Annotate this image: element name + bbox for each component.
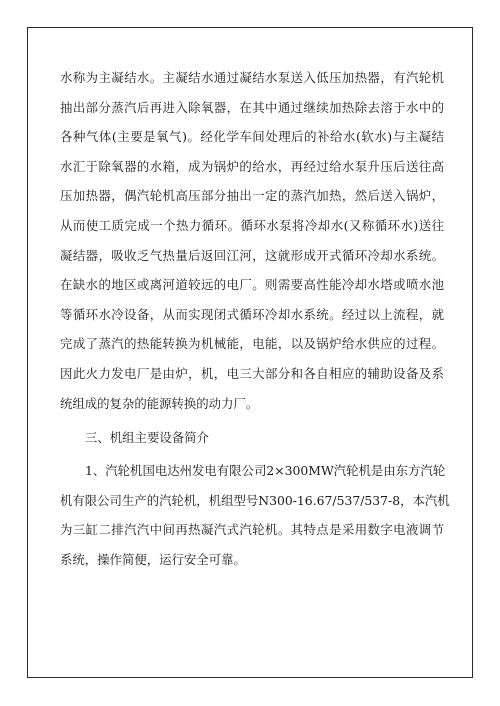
paragraph-line: 水称为主凝结水。主凝结水通过凝结水泵送入低压加热器，有汽轮机	[60, 70, 444, 85]
paragraph-1	[60, 63, 444, 418]
document-body	[60, 63, 450, 575]
paragraph-line: 在缺水的地区或离河道较远的电厂。则需要高性能冷却水塔或喷水池	[60, 277, 444, 293]
section-heading: 三、机组主要设备简介	[85, 430, 209, 446]
paragraph-line: 凝结器，吸收乏气热量后返回江河，这就形成开式循环冷却水系统。	[60, 247, 444, 263]
paragraph-line: 压加热器，偶汽轮机高压部分抽出一定的蒸汽加热，然后送入锅炉，	[60, 188, 444, 204]
paragraph-line: 水汇于除氧器的水箱，成为锅炉的给水，再经过给水泵升压后送往高	[60, 158, 444, 174]
paragraph-line: 等循环水冷设备，从而实现闭式循环冷却水系统。经过以上流程，就	[60, 306, 444, 322]
paragraph-line: 统组成的复杂的能源转换的动力厂。	[60, 395, 259, 411]
paragraph-line: 各种气体(主要是氧气)。经化学车间处理后的补给水(软水)与主凝结	[60, 129, 444, 145]
paragraph-line: 系统，操作简便，运行安全可靠。	[60, 551, 246, 567]
paragraph-line: 因此火力发电厂是由炉，机，电三大部分和各自相应的辅助设备及系	[60, 365, 444, 381]
paragraph-line: 抽出部分蒸汽后再进入除氧器，在其中通过继续加热除去溶于水中的	[60, 99, 444, 115]
paragraph-line: 为三缸二排汽汽中间再热凝汽式汽轮机。其特点是采用数字电液调节	[60, 522, 444, 538]
paragraph-2	[60, 456, 450, 574]
paragraph-line: 完成了蒸汽的热能转换为机械能，电能，以及锅炉给水供应的过程。	[60, 336, 444, 352]
paragraph-line: 1、汽轮机国电达州发电有限公司2×300MW汽轮机是由东方汽轮	[85, 463, 446, 479]
paragraph-line: 机有限公司生产的汽轮机，机组型号N300-16.67/537/537-8，本汽机	[60, 492, 450, 508]
paragraph-line: 从而使工质完成一个热力循环。循环水泵将冷却水(又称循环水)送往	[60, 217, 444, 233]
